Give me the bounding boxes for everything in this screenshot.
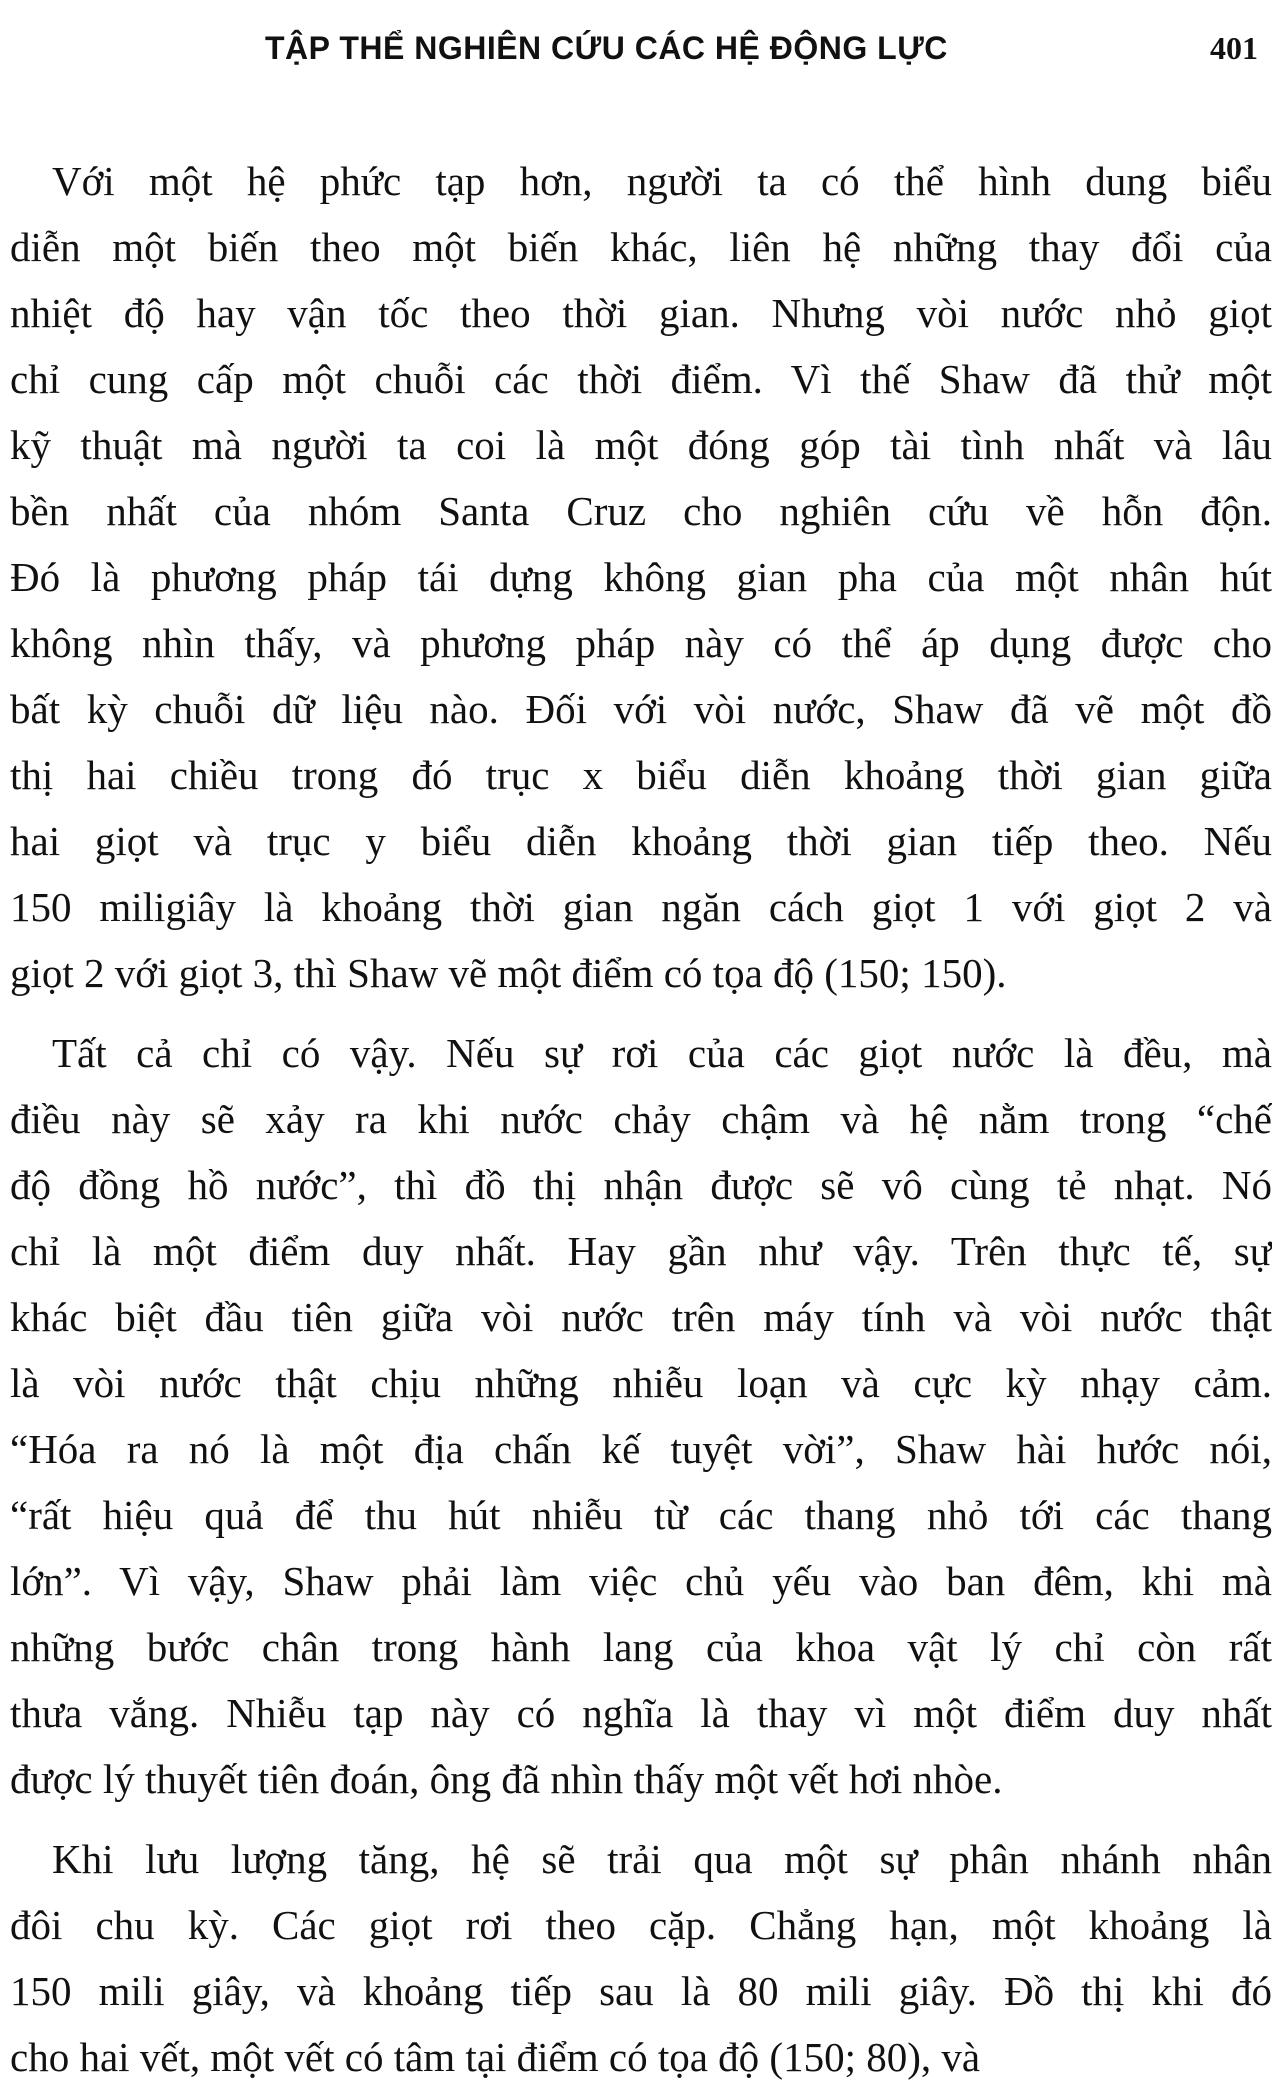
- text-line: là vòi nước thật chịu những nhiễu loạn và cực kỳ nhạy cảm.: [10, 1360, 1272, 1406]
- text-line: thị hai chiều trong đó trục x biểu diễn khoảng thời gian giữa: [10, 752, 1272, 798]
- text-line: điều này sẽ xảy ra khi nước chảy chậm và hệ nằm trong “chế: [10, 1096, 1272, 1142]
- text-line: khác biệt đầu tiên giữa vòi nước trên máy tính và vòi nước thật: [10, 1294, 1272, 1340]
- body-text: [10, 148, 1272, 2090]
- text-line: Đó là phương pháp tái dựng không gian pha của một nhân hút: [10, 554, 1272, 600]
- text-line: được lý thuyết tiên đoán, ông đã nhìn thấy một vết hơi nhòe.: [10, 1756, 1003, 1802]
- text-line: thưa vắng. Nhiễu tạp này có nghĩa là thay vì một điểm duy nhất: [10, 1690, 1272, 1736]
- running-header: [0, 30, 1280, 70]
- paragraph: [10, 1020, 1272, 1812]
- text-line: bền nhất của nhóm Santa Cruz cho nghiên cứu về hỗn độn.: [10, 488, 1272, 534]
- chapter-title: TẬP THỂ NGHIÊN CỨU CÁC HỆ ĐỘNG LỰC: [265, 30, 948, 66]
- text-line: Tất cả chỉ có vậy. Nếu sự rơi của các giọt nước là đều, mà: [52, 1030, 1272, 1076]
- text-line: cho hai vết, một vết có tâm tại điểm có tọa độ (150; 80), và: [10, 2034, 981, 2080]
- text-line: kỹ thuật mà người ta coi là một đóng góp tài tình nhất và lâu: [10, 422, 1272, 468]
- text-line: đôi chu kỳ. Các giọt rơi theo cặp. Chẳng hạn, một khoảng là: [10, 1902, 1272, 1948]
- paragraph: [10, 1826, 1272, 2090]
- text-line: 150 miligiây là khoảng thời gian ngăn cách giọt 1 với giọt 2 và: [10, 884, 1272, 930]
- text-line: 150 mili giây, và khoảng tiếp sau là 80 mili giây. Đồ thị khi đó: [10, 1968, 1272, 2014]
- text-line: Với một hệ phức tạp hơn, người ta có thể hình dung biểu: [52, 158, 1272, 204]
- text-line: không nhìn thấy, và phương pháp này có thể áp dụng được cho: [10, 620, 1272, 666]
- text-line: chỉ là một điểm duy nhất. Hay gần như vậy. Trên thực tế, sự: [10, 1228, 1272, 1274]
- page-number: 401: [1210, 30, 1258, 66]
- text-line: diễn một biến theo một biến khác, liên hệ những thay đổi của: [10, 224, 1272, 270]
- text-line: chỉ cung cấp một chuỗi các thời điểm. Vì thế Shaw đã thử một: [10, 356, 1272, 402]
- text-line: hai giọt và trục y biểu diễn khoảng thời gian tiếp theo. Nếu: [10, 818, 1272, 864]
- text-line: giọt 2 với giọt 3, thì Shaw vẽ một điểm có tọa độ (150; 150).: [10, 950, 1007, 996]
- paragraph: [10, 148, 1272, 1006]
- text-line: bất kỳ chuỗi dữ liệu nào. Đối với vòi nước, Shaw đã vẽ một đồ: [10, 686, 1272, 732]
- text-line: “Hóa ra nó là một địa chấn kế tuyệt vời”, Shaw hài hước nói,: [10, 1426, 1272, 1472]
- text-line: “rất hiệu quả để thu hút nhiễu từ các thang nhỏ tới các thang: [10, 1492, 1272, 1538]
- text-line: những bước chân trong hành lang của khoa vật lý chỉ còn rất: [10, 1624, 1272, 1670]
- text-line: nhiệt độ hay vận tốc theo thời gian. Nhưng vòi nước nhỏ giọt: [10, 290, 1272, 336]
- text-line: Khi lưu lượng tăng, hệ sẽ trải qua một sự phân nhánh nhân: [52, 1836, 1272, 1882]
- text-line: lớn”. Vì vậy, Shaw phải làm việc chủ yếu vào ban đêm, khi mà: [10, 1558, 1272, 1604]
- text-line: độ đồng hồ nước”, thì đồ thị nhận được sẽ vô cùng tẻ nhạt. Nó: [10, 1162, 1272, 1208]
